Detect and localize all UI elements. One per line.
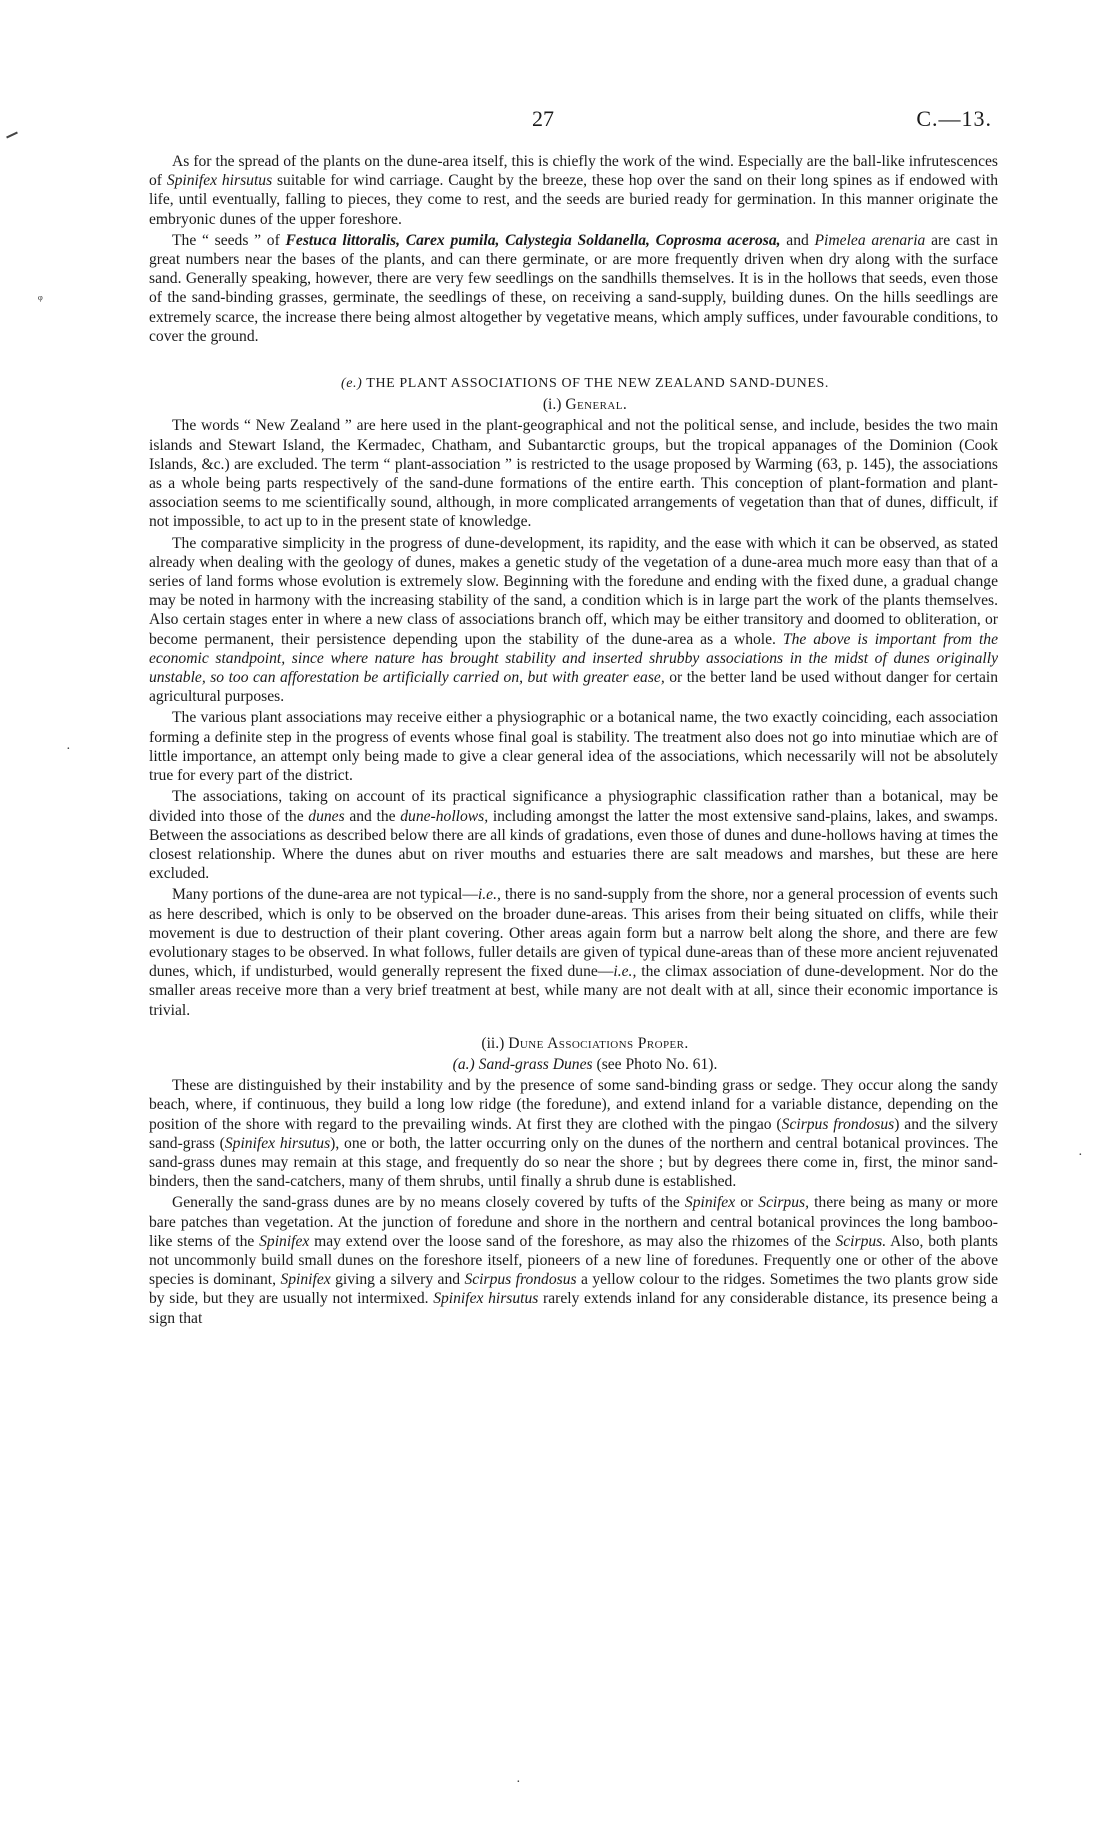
paragraph: The associations, taking on account of its practical significance a physiographic classification rather than a botanical, may be divided into those of the dunes and the dune-hollows, including amongst the latter the most extensive sand-plains, lakes, and swamps. Between the associations as described below there are all kinds of gradations, even those of dunes and dune-hollows having at times the closest relationship. Where the dunes abut on river mouths and estuaries there are salt meadows and marshes, but these are here excluded. (149, 788, 999, 883)
paragraph: Many portions of the dune-area are not typical—i.e., there is no sand-supply from the shore, nor a general procession of events such as here described, which is only to be observed on the broader dune-areas. This arises from their being situated on cliffs, while their movement is due to destruction of their plant covering. Other areas again form but a narrow belt along the shore, and there are few evolutionary stages to be observed. In what follows, fuller details are given of typical dune-areas than of these more ancient rejuvenated dunes, which, if undisturbed, would generally represent the fixed dune—i.e., the climax association of dune-development. Nor do the smaller areas receive more than a very brief treatment at best, while many are not dealt with at all, since their economic importance is trivial. (149, 886, 999, 1019)
subsection-heading: (ii.) Dune Associations Proper. (481, 1034, 689, 1052)
margin-dot: · (1078, 1148, 1083, 1163)
species-name: Pimelea arenaria (814, 231, 926, 249)
page-body (149, 152, 998, 1330)
species-name: Spinifex hirsutus (166, 172, 273, 190)
footer-dot: · (516, 1775, 521, 1790)
paragraph: Generally the sand-grass dunes are by no means closely covered by tufts of the Spinifex or Scirpus, there being as many or more bare patches than vegetation. At the junction of foredune and shore in the northern and central botanical provinces the long bamboo-like stems of the Spinifex may extend over the loose sand of the foreshore, as may also the rhizomes of the Scirpus. Also, both plants not uncommonly build small dunes on the foreshore itself, pioneers of a new line of foredunes. Frequently one or other of the above species is dominant, Spinifex giving a silvery and Scirpus frondosus a yellow colour to the ridges. Sometimes the two plants grow side by side, but they are usually not intermixed. Spinifex hirsutus rarely extends inland for any considerable distance, its presence being a sign that (149, 1194, 998, 1327)
page-header (0, 106, 1114, 136)
paragraph: The various plant associations may receive either a physiographic or a botanical name, the two exactly coinciding, each association forming a definite step in the progress of events whose final goal is stability. The treatment also does not go into minutiae which are of little importance, an attempt only being made to give a clear general idea of the associations, which necessarily will not be absolutely true for every part of the district. (149, 709, 998, 785)
subsubsection-heading: (a.) Sand-grass Dunes (see Photo No. 61). (452, 1055, 718, 1073)
margin-mark: ᵠ (38, 293, 43, 308)
paragraph: These are distinguished by their instability and by the presence of some sand-binding grass or sedge. They occur along the sandy beach, where, if continuous, they build a long low ridge (the foredune), and extend inland for a variable distance, depending on the position of the shore with regard to the prevailing winds. At first they are clothed with the pingao (Scirpus frondosus) and the silvery sand-grass (Spinifex hirsutus), one or both, the latter occurring only on the dunes of the northern and central botanical provinces. The sand-grass dunes may remain at this stage, and frequently do so near the shore ; but by degrees there come in, first, the minor sand-binders, then the sand-catchers, many of them shrubs, until finally a shrub dune is established. (149, 1077, 999, 1191)
subsection-heading: (i.) General. (542, 396, 628, 414)
paragraph: The “ seeds ” of Festuca littoralis, Carex pumila, Calystegia Soldanella, Coprosma acerosa, and Pimelea arenaria are cast in great numbers near the bases of the plants, and can there germinate, or are more frequently driven when dry along with the surface sand. Generally speaking, however, there are very few seedlings on the sandhills themselves. It is in the hollows that seeds, even those of the sand-binding grasses, germinate, the seedlings of these, on receiving a sand-supply, building dunes. On the hills seedlings are extremely scarce, the increase there being almost altogether by vegetative means, which amply suffices, under favourable conditions, to cover the ground. (149, 231, 998, 345)
species-list: Festuca littoralis, Carex pumila, Calystegia Soldanella, Coprosma acerosa, (285, 231, 781, 249)
paragraph: The comparative simplicity in the progress of dune-development, its rapidity, and the ease with which it can be observed, as stated already when dealing with the geology of dunes, makes a genetic study of the vegetation of a dune-area much more easy than that of a series of land forms whose evolution is extremely slow. Beginning with the foredune and ending with the fixed dune, a gradual change may be noted in harmony with the increasing stability of the sand, a condition which is in large part the work of the plants themselves. Also certain stages enter in where a new class of associations branch off, which may be either transitory and doomed to obliteration, or become permanent, their persistence depending upon the stability of the dune-area as a whole. The above is important from the economic standpoint, since where nature has brought stability and inserted shrubby associations in the midst of dunes originally unstable, so too can afforestation be artificially carried on, but with greater ease, or the better land be used without danger for certain agricultural purposes. (149, 534, 998, 706)
document-reference: C.—13. (916, 106, 992, 131)
section-heading: (e.) THE PLANT ASSOCIATIONS OF THE NEW ZEALAND SAND-DUNES. (340, 376, 829, 392)
margin-dot: · (66, 742, 71, 757)
page-number: 27 (532, 106, 554, 131)
paragraph: As for the spread of the plants on the dune-area itself, this is chiefly the work of the wind. Especially are the ball-like infrutescences of Spinifex hirsutus suitable for wind carriage. Caught by the breeze, these hop over the sand on their long spines as if endowed with life, until eventually, falling to pieces, they come to rest, and the seeds are buried ready for germination. In this manner originate the embryonic dunes of the upper foreshore. (149, 153, 999, 228)
paragraph: The words “ New Zealand ” are here used in the plant-geographical and not the political sense, and include, besides the two main islands and Stewart Island, the Kermadec, Chatham, and Subantarctic groups, but the tropical appanages of the Dominion (Cook Islands, &c.) are excluded. The term “ plant-association ” is restricted to the usage proposed by Warming (63, p. 145), the associations as a whole being parts respectively of the sand-dune formations of the entire earth. This conception of plant-formation and plant-association seems to me scientifically sound, although, in more complicated arrangements of vegetation than that of dunes, difficult, if not impossible, to act up to in the present state of knowledge. (149, 417, 998, 531)
emphasis-text: The above is important from the economic standpoint, since where nature has brought stability and inserted shrubby associations in the midst of dunes originally unstable, so too can afforestation be artificially carried on, but with greater ease, (149, 630, 998, 687)
